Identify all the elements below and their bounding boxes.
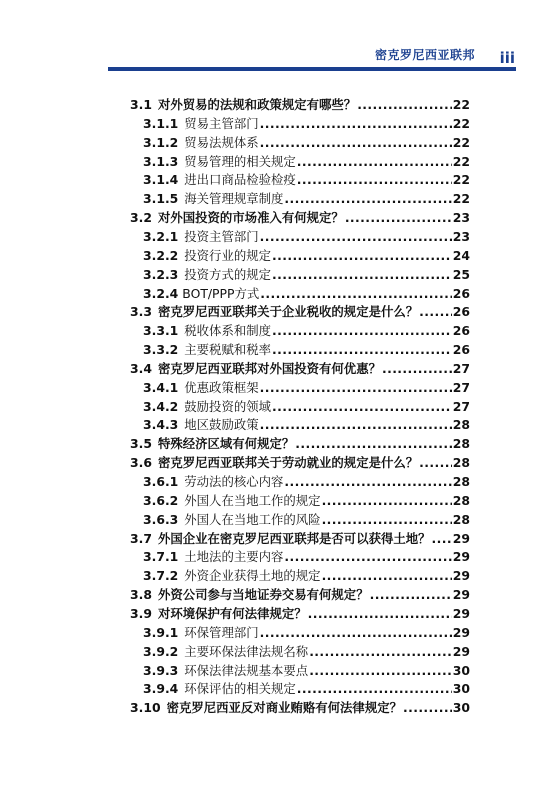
toc-entry[interactable]: [130, 604, 470, 623]
toc-entry-title: 外资公司参与当地证券交易有何规定？: [157, 587, 369, 603]
toc-entry-page: 29: [452, 587, 470, 603]
toc-entry-page: 29: [452, 549, 470, 565]
toc-leader-dots: [260, 284, 451, 303]
toc-entry-title: 对外国投资的市场准入有何规定？: [157, 210, 344, 226]
toc-entry-number: 3.1.2: [143, 134, 179, 150]
toc-entry[interactable]: [143, 623, 470, 642]
toc-entry-page: 30: [452, 681, 470, 697]
toc-entry[interactable]: [143, 321, 470, 340]
toc-leader-dots: [382, 359, 452, 378]
toc-entry-page: 28: [452, 436, 470, 452]
toc-entry-title: 地区鼓励政策: [184, 417, 259, 433]
toc-entry-number: 3.7.1: [143, 549, 179, 565]
toc-entry-number: 3.6: [130, 455, 152, 471]
toc-entry-page: 28: [452, 511, 470, 527]
toc-entry[interactable]: [143, 472, 470, 491]
toc-entry[interactable]: [130, 95, 470, 114]
toc-entry[interactable]: [143, 227, 470, 246]
toc-leader-dots: [284, 547, 451, 566]
toc-entry[interactable]: [130, 434, 470, 453]
toc-leader-dots: [322, 566, 452, 585]
toc-leader-dots: [272, 265, 452, 284]
toc-entry-number: 3.3: [130, 304, 152, 320]
toc-entry-page: 27: [452, 398, 470, 414]
toc-entry[interactable]: [130, 302, 470, 321]
toc-entry-title: 投资主管部门: [184, 228, 259, 244]
toc-entry[interactable]: [143, 189, 470, 208]
toc-entry-page: 22: [452, 153, 470, 169]
toc-entry-title: 密克罗尼西亚反对商业贿赂有何法律规定？: [166, 700, 402, 716]
toc-entry[interactable]: [143, 152, 470, 171]
toc-entry-number: 3.1.5: [143, 191, 179, 207]
page-number: iii: [499, 49, 515, 67]
toc-entry-number: 3.6.1: [143, 474, 179, 489]
toc-entry-title: 海关管理规章制度: [184, 191, 284, 207]
toc-entry-number: 3.10: [130, 700, 161, 716]
toc-entry-title: 优惠政策框架: [184, 379, 259, 395]
toc-leader-dots: [284, 472, 451, 491]
toc-entry-number: 3.2.2: [143, 247, 179, 263]
toc-entry-title: 贸易主管部门: [184, 115, 259, 131]
toc-entry-title: 投资方式的规定: [184, 266, 272, 282]
toc-entry[interactable]: [130, 208, 470, 227]
toc-entry-page: 26: [452, 304, 470, 320]
toc-entry-page: 23: [452, 228, 470, 244]
toc-entry-page: 29: [452, 568, 470, 584]
toc-entry[interactable]: [143, 642, 470, 661]
toc-leader-dots: [284, 189, 451, 208]
toc-entry[interactable]: [130, 698, 470, 717]
toc-entry-number: 3.1: [130, 97, 152, 112]
toc-entry-title: 投资行业的规定: [184, 247, 272, 263]
toc-leader-dots: [260, 378, 452, 397]
toc-leader-dots: [297, 170, 452, 189]
toc-entry[interactable]: [143, 661, 470, 680]
toc-entry-page: 27: [452, 379, 470, 395]
toc-entry-number: 3.6.3: [143, 511, 179, 527]
toc-entry-title: 鼓励投资的领域: [184, 398, 272, 414]
toc-entry-number: 3.9.2: [143, 643, 179, 659]
toc-entry-number: 3.2.4: [143, 285, 179, 301]
toc-entry[interactable]: [143, 510, 470, 529]
toc-entry-number: 3.1.3: [143, 153, 179, 169]
toc-entry-page: 28: [452, 455, 470, 471]
toc-leader-dots: [345, 208, 452, 227]
toc-entry-number: 3.3.2: [143, 342, 179, 358]
toc-entry-page: 22: [452, 97, 470, 112]
toc-leader-dots: [272, 246, 452, 265]
toc-leader-dots: [260, 623, 452, 642]
toc-leader-dots: [403, 698, 452, 717]
toc-leader-dots: [309, 642, 452, 661]
toc-leader-dots: [260, 133, 452, 152]
toc-entry-title: 外国人在当地工作的风险: [184, 511, 321, 527]
toc-entry-number: 3.1.1: [143, 115, 179, 131]
toc-leader-dots: [432, 529, 452, 548]
toc-entry-page: 30: [452, 700, 470, 716]
toc-entry-page: 28: [452, 492, 470, 508]
toc-entry-number: 3.9.1: [143, 624, 179, 640]
toc-entry-number: 3.9.3: [143, 662, 179, 678]
toc-entry-number: 3.2.3: [143, 266, 179, 282]
toc-entry-number: 3.9: [130, 605, 152, 621]
toc-entry-page: 30: [452, 662, 470, 678]
toc-entry-page: 28: [452, 417, 470, 433]
toc-entry-number: 3.7: [130, 530, 152, 546]
toc-entry-title: 贸易法规体系: [184, 134, 259, 150]
toc-entry-page: 22: [452, 172, 470, 188]
toc-leader-dots: [272, 397, 452, 416]
toc-entry-page: 25: [452, 266, 470, 282]
toc-entry[interactable]: [143, 547, 470, 566]
toc-entry-number: 3.4.3: [143, 417, 179, 433]
toc-entry[interactable]: [130, 585, 470, 604]
toc-leader-dots: [419, 302, 452, 321]
toc-entry-number: 3.7.2: [143, 568, 179, 584]
toc-entry[interactable]: [143, 284, 470, 303]
toc-entry-title: 密克罗尼西亚联邦关于劳动就业的规定是什么？: [157, 455, 419, 471]
toc-leader-dots: [322, 510, 452, 529]
toc-entry[interactable]: [143, 397, 470, 416]
toc-leader-dots: [322, 491, 452, 510]
toc-entry-title: 外资企业获得土地的规定: [184, 568, 321, 584]
toc-leader-dots: [308, 604, 452, 623]
toc-entry[interactable]: [130, 359, 470, 378]
toc-entry-page: 22: [452, 191, 470, 207]
toc-entry-page: 29: [452, 643, 470, 659]
toc-leader-dots: [272, 340, 452, 359]
running-header-title: 密克罗尼西亚联邦: [374, 48, 475, 62]
toc-entry-number: 3.3.1: [143, 323, 179, 339]
toc-entry-title: 环保管理部门: [184, 624, 259, 640]
toc-leader-dots: [260, 415, 452, 434]
toc-leader-dots: [309, 661, 452, 680]
toc-entry-number: 3.4: [130, 360, 152, 376]
toc-entry-title: 对环境保护有何法律规定？: [157, 605, 307, 621]
toc-entry-page: 22: [452, 134, 470, 150]
header-rule: [108, 67, 516, 71]
toc-entry-title: 特殊经济区域有何规定？: [157, 436, 295, 452]
toc-entry-page: 26: [452, 342, 470, 358]
toc-entry-number: 3.6.2: [143, 492, 179, 508]
toc-leader-dots: [260, 114, 452, 133]
toc-entry[interactable]: [143, 340, 470, 359]
toc-entry[interactable]: [143, 265, 470, 284]
toc-entry-title: 劳动法的核心内容: [184, 474, 284, 489]
toc-entry-title: 贸易管理的相关规定: [184, 153, 296, 169]
toc-entry-title: 对外贸易的法规和政策规定有哪些？: [157, 97, 357, 112]
toc-leader-dots: [297, 152, 452, 171]
toc-entry-page: 26: [452, 323, 470, 339]
toc-entry-number: 3.9.4: [143, 681, 179, 697]
toc-entry[interactable]: [143, 566, 470, 585]
toc-entry-title: 密克罗尼西亚联邦对外国投资有何优惠？: [157, 360, 381, 376]
toc-entry-page: 29: [452, 605, 470, 621]
toc-entry-title: 外国人在当地工作的规定: [184, 492, 321, 508]
toc-leader-dots: [297, 679, 452, 698]
toc-entry-page: 22: [452, 115, 470, 131]
toc-entry-title: 外国企业在密克罗尼西亚联邦是否可以获得土地？: [157, 530, 431, 546]
toc-entry-title: 土地法的主要内容: [184, 549, 284, 565]
toc-entry-number: 3.1.4: [143, 172, 179, 188]
toc-entry[interactable]: [143, 415, 470, 434]
toc-leader-dots: [370, 585, 452, 604]
toc-entry-number: 3.2: [130, 210, 152, 226]
toc-entry-page: 27: [452, 360, 470, 376]
toc-entry-title: 环保法律法规基本要点: [184, 662, 309, 678]
toc-entry-title: 密克罗尼西亚联邦关于企业税收的规定是什么？: [157, 304, 419, 320]
toc-entry-title: 主要环保法律法规名称: [184, 643, 309, 659]
toc-entry[interactable]: [130, 529, 470, 548]
toc-entry-number: 3.2.1: [143, 228, 179, 244]
toc-entry-page: 29: [452, 624, 470, 640]
toc-entry-title: 主要税赋和税率: [184, 342, 272, 358]
toc-entry-title: 进出口商品检验检疫: [184, 172, 296, 188]
toc-entry-number: 3.5: [130, 436, 152, 452]
toc-entry[interactable]: [143, 170, 470, 189]
toc-leader-dots: [272, 321, 452, 340]
toc-entry-title: BOT/PPP方式: [182, 285, 260, 301]
toc-entry-page: 28: [452, 474, 470, 489]
toc-entry[interactable]: [130, 453, 470, 472]
toc-leader-dots: [357, 95, 452, 114]
toc-entry[interactable]: [143, 679, 470, 698]
toc-entry[interactable]: [143, 491, 470, 510]
toc-entry-page: 26: [452, 285, 470, 301]
toc-entry[interactable]: [143, 378, 470, 397]
toc-entry-page: 24: [452, 247, 470, 263]
toc-entry-number: 3.4.1: [143, 379, 179, 395]
toc-leader-dots: [419, 453, 452, 472]
toc-entry-number: 3.8: [130, 587, 152, 603]
toc-entry[interactable]: [143, 246, 470, 265]
toc-entry-number: 3.4.2: [143, 398, 179, 414]
toc-entry[interactable]: [143, 114, 470, 133]
toc-entry-title: 环保评估的相关规定: [184, 681, 296, 697]
toc-entry-title: 税收体系和制度: [184, 323, 272, 339]
toc-leader-dots: [295, 434, 452, 453]
toc-entry-page: 29: [452, 530, 470, 546]
toc-leader-dots: [260, 227, 452, 246]
toc-entry-page: 23: [452, 210, 470, 226]
toc-entry[interactable]: [143, 133, 470, 152]
